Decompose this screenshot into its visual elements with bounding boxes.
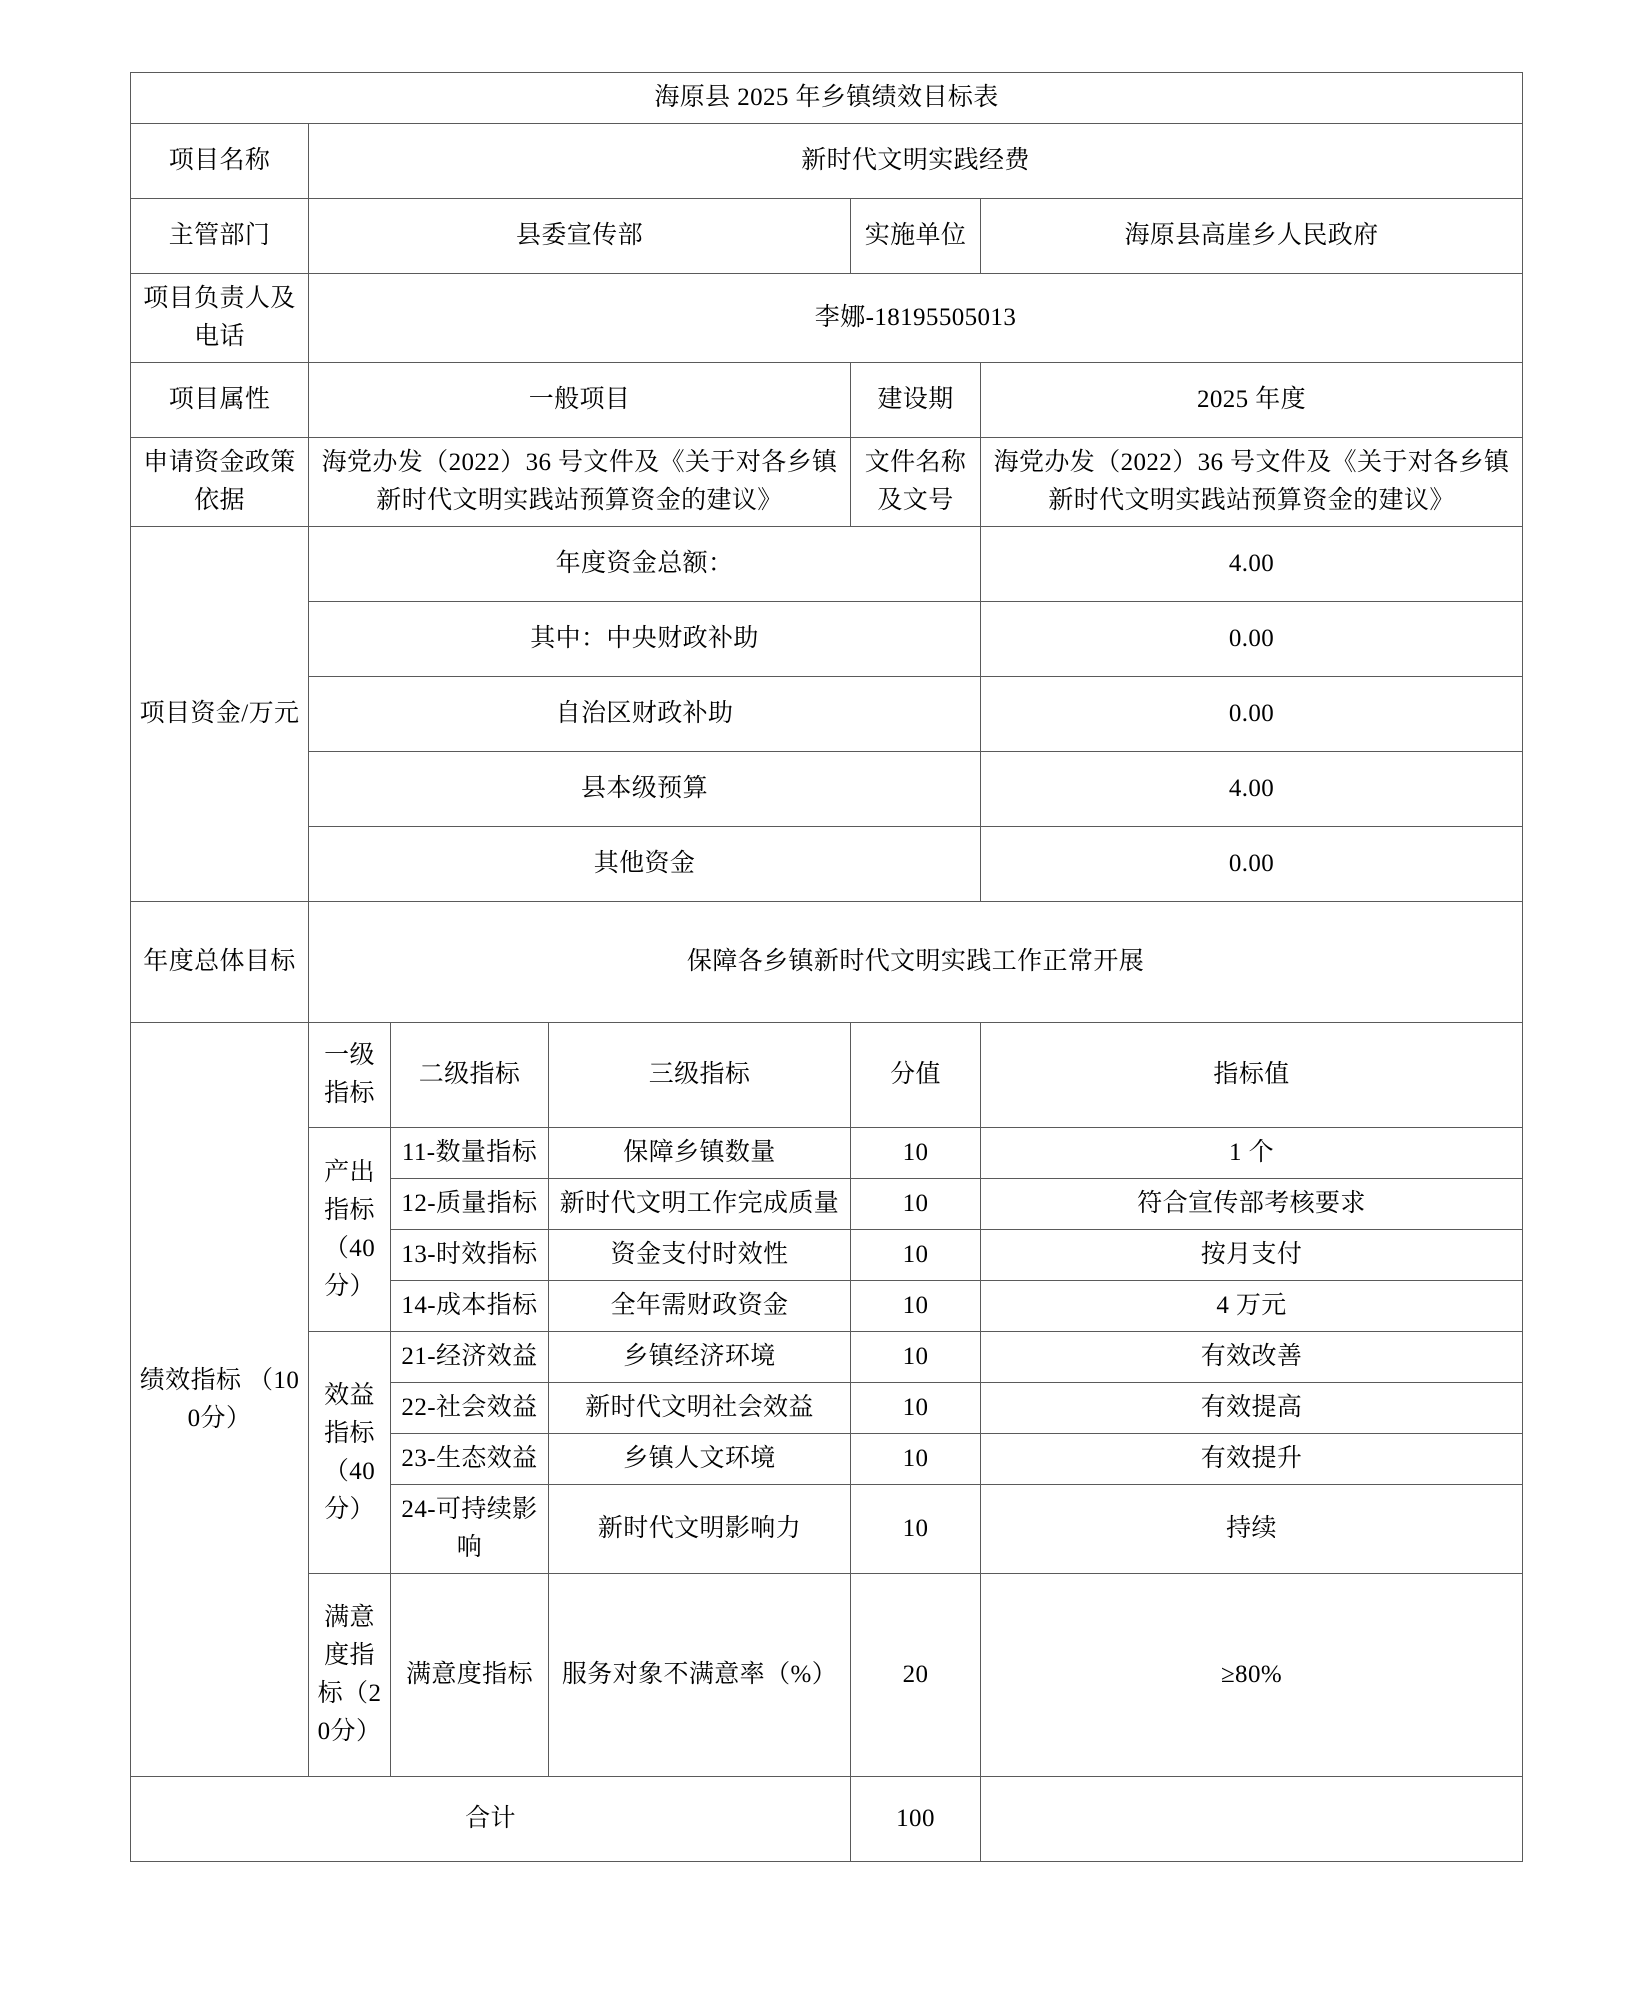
indicator-score: 10: [851, 1281, 981, 1332]
total-label: 合计: [131, 1777, 851, 1862]
fund-name-3: 县本级预算: [309, 752, 981, 827]
performance-table: [130, 72, 1523, 1862]
table-row-fund-total: [131, 527, 1523, 602]
table-row-indicator: [131, 1128, 1523, 1179]
indicator-target: 按月支付: [981, 1230, 1523, 1281]
fund-name-4: 其他资金: [309, 827, 981, 902]
document-name-label: 文件名称及文号: [851, 438, 981, 527]
indicator-group-satisfaction: 满意度指标（20分）: [309, 1574, 391, 1777]
indicator-level3: 保障乡镇数量: [549, 1128, 851, 1179]
indicator-score: 10: [851, 1434, 981, 1485]
indicator-target: 持续: [981, 1485, 1523, 1574]
indicator-score: 10: [851, 1332, 981, 1383]
owner-label: 项目负责人及电话: [131, 274, 309, 363]
indicator-level2: 11-数量指标: [391, 1128, 549, 1179]
table-row-indicator: [131, 1574, 1523, 1777]
indicator-level2: 14-成本指标: [391, 1281, 549, 1332]
indicator-level2: 23-生态效益: [391, 1434, 549, 1485]
sheet-title: 海原县 2025 年乡镇绩效目标表: [131, 73, 1523, 124]
implementing-unit-label: 实施单位: [851, 199, 981, 274]
indicator-header-level2: 二级指标: [391, 1023, 549, 1128]
indicator-target: 有效提升: [981, 1434, 1523, 1485]
policy-basis-label: 申请资金政策依据: [131, 438, 309, 527]
indicator-header-target: 指标值: [981, 1023, 1523, 1128]
table-row-attribute: [131, 363, 1523, 438]
table-row-policy-basis: [131, 438, 1523, 527]
indicator-score: 10: [851, 1383, 981, 1434]
owner-value: 李娜-18195505013: [309, 274, 1523, 363]
indicator-level2: 12-质量指标: [391, 1179, 549, 1230]
indicator-target: 4 万元: [981, 1281, 1523, 1332]
indicator-score: 10: [851, 1485, 981, 1574]
indicator-group-benefit: 效益指标（40分）: [309, 1332, 391, 1574]
fund-value-1: 0.00: [981, 602, 1523, 677]
table-row-indicator: [131, 1332, 1523, 1383]
table-row-fund-region: [131, 677, 1523, 752]
indicator-target: 1 个: [981, 1128, 1523, 1179]
fund-value-4: 0.00: [981, 827, 1523, 902]
total-target: [981, 1777, 1523, 1862]
project-attribute-value: 一般项目: [309, 363, 851, 438]
total-score: 100: [851, 1777, 981, 1862]
indicator-level3: 乡镇经济环境: [549, 1332, 851, 1383]
indicator-group-output: 产出指标（40分）: [309, 1128, 391, 1332]
annual-goal-label: 年度总体目标: [131, 902, 309, 1023]
project-funds-label: 项目资金/万元: [131, 527, 309, 902]
indicator-target: 有效提高: [981, 1383, 1523, 1434]
fund-name-2: 自治区财政补助: [309, 677, 981, 752]
table-row-project-name: [131, 124, 1523, 199]
indicator-header-score: 分值: [851, 1023, 981, 1128]
project-name-label: 项目名称: [131, 124, 309, 199]
indicator-score: 10: [851, 1128, 981, 1179]
table-row-indicator-header: [131, 1023, 1523, 1128]
fund-value-3: 4.00: [981, 752, 1523, 827]
indicator-header-level1: 一级指标: [309, 1023, 391, 1128]
indicator-target: ≥80%: [981, 1574, 1523, 1777]
table-row-department: [131, 199, 1523, 274]
department-label: 主管部门: [131, 199, 309, 274]
table-row-fund-central: [131, 602, 1523, 677]
table-row-title: [131, 73, 1523, 124]
indicator-level2: 满意度指标: [391, 1574, 549, 1777]
indicator-level3: 乡镇人文环境: [549, 1434, 851, 1485]
table-row-fund-other: [131, 827, 1523, 902]
indicator-score: 10: [851, 1230, 981, 1281]
fund-value-2: 0.00: [981, 677, 1523, 752]
fund-name-0: 年度资金总额：: [309, 527, 981, 602]
table-row-annual-goal: [131, 902, 1523, 1023]
implementing-unit-value: 海原县高崖乡人民政府: [981, 199, 1523, 274]
table-row-total: [131, 1777, 1523, 1862]
indicator-level2: 13-时效指标: [391, 1230, 549, 1281]
indicator-header-level3: 三级指标: [549, 1023, 851, 1128]
indicator-level3: 服务对象不满意率（%）: [549, 1574, 851, 1777]
table-row-fund-county: [131, 752, 1523, 827]
project-attribute-label: 项目属性: [131, 363, 309, 438]
table-row-owner: [131, 274, 1523, 363]
indicator-level3: 新时代文明影响力: [549, 1485, 851, 1574]
document-name-value: 海党办发（2022）36 号文件及《关于对各乡镇新时代文明实践站预算资金的建议》: [981, 438, 1523, 527]
indicator-target: 符合宣传部考核要求: [981, 1179, 1523, 1230]
indicator-level3: 资金支付时效性: [549, 1230, 851, 1281]
indicator-target: 有效改善: [981, 1332, 1523, 1383]
indicator-level2: 22-社会效益: [391, 1383, 549, 1434]
project-name-value: 新时代文明实践经费: [309, 124, 1523, 199]
construction-period-label: 建设期: [851, 363, 981, 438]
construction-period-value: 2025 年度: [981, 363, 1523, 438]
indicator-level2: 24-可持续影响: [391, 1485, 549, 1574]
indicator-level3: 全年需财政资金: [549, 1281, 851, 1332]
indicator-score: 20: [851, 1574, 981, 1777]
indicator-level2: 21-经济效益: [391, 1332, 549, 1383]
fund-name-1: 其中：中央财政补助: [309, 602, 981, 677]
performance-target-sheet: [130, 72, 1522, 1862]
performance-indicator-label: 绩效指标 （100分）: [131, 1023, 309, 1777]
indicator-score: 10: [851, 1179, 981, 1230]
indicator-level3: 新时代文明社会效益: [549, 1383, 851, 1434]
policy-basis-value: 海党办发（2022）36 号文件及《关于对各乡镇新时代文明实践站预算资金的建议》: [309, 438, 851, 527]
annual-goal-value: 保障各乡镇新时代文明实践工作正常开展: [309, 902, 1523, 1023]
fund-value-0: 4.00: [981, 527, 1523, 602]
department-value: 县委宣传部: [309, 199, 851, 274]
indicator-level3: 新时代文明工作完成质量: [549, 1179, 851, 1230]
